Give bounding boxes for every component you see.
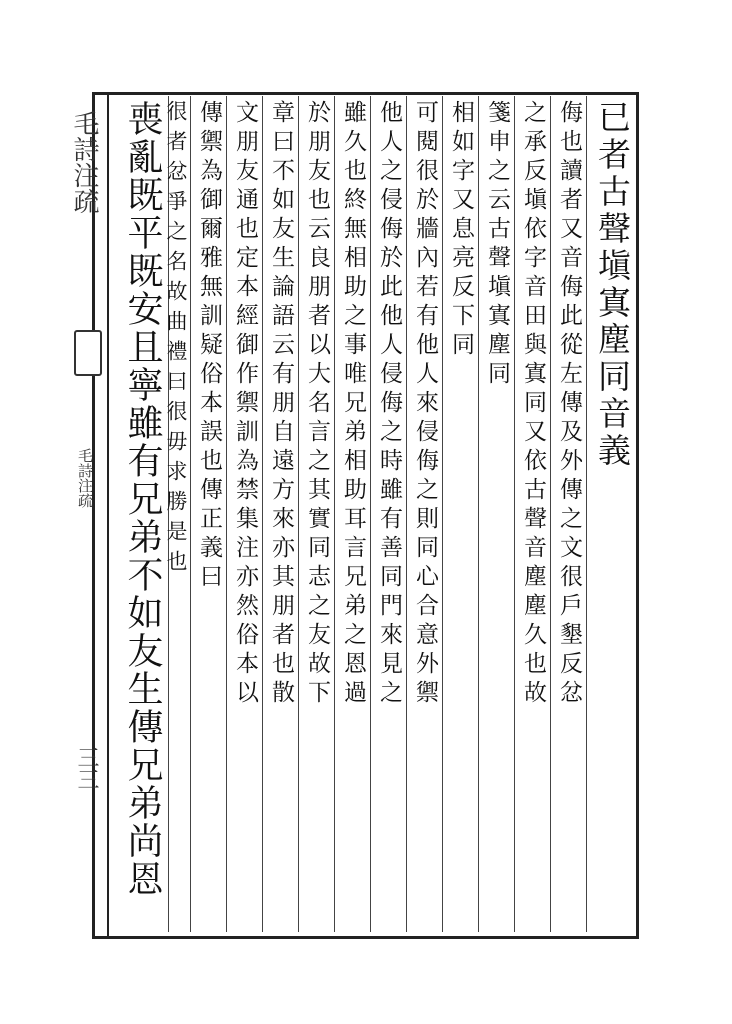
- text-column: 之承反塡依字音田與寘同又依古聲音塵塵久也故: [520, 100, 546, 709]
- column-rule: [586, 96, 587, 932]
- frame-top-rule: [92, 92, 638, 95]
- frame-left-rule: [92, 92, 95, 939]
- column-rule: [334, 96, 335, 932]
- text-column: 他人之侵侮於此他人侵侮之時雖有善同門來見之: [376, 100, 402, 709]
- column-rule: [550, 96, 551, 932]
- text-column: 可閱很於牆內若有他人來侵侮之則同心合意外禦: [412, 100, 438, 709]
- text-column: 喪亂既平既安且寧雖有兄弟不如友生傳兄弟尚恩: [122, 100, 163, 898]
- text-column: 箋申之云古聲塡寘塵同: [484, 100, 510, 390]
- fish-tail-mark: [74, 330, 102, 376]
- margin-book-label: 毛詩注疏: [76, 448, 94, 508]
- column-rule: [370, 96, 371, 932]
- text-column: 很者忿爭之名故曲禮曰很毋求勝是也: [164, 100, 188, 580]
- frame-bottom-rule: [92, 936, 638, 939]
- text-column: 已者古聲塡寘塵同音義: [593, 100, 632, 470]
- text-column: 文朋友通也定本經御作禦訓為禁集注亦然俗本以: [232, 100, 258, 709]
- margin-title: 毛詩注疏: [69, 110, 99, 214]
- column-rule: [514, 96, 515, 932]
- column-rule: [262, 96, 263, 932]
- column-rule: [226, 96, 227, 932]
- text-column: 章曰不如友生論語云有朋自遠方來亦其朋者也散: [268, 100, 294, 709]
- column-rule: [406, 96, 407, 932]
- column-rule: [478, 96, 479, 932]
- text-column: 傳禦為御爾雅無訓疑俗本誤也傳正義曰: [196, 100, 222, 593]
- text-column: 相如字又息亮反下同: [448, 100, 474, 361]
- text-column: 侮也讀者又音侮此從左傳及外傳之文很戶墾反忿: [556, 100, 582, 709]
- column-rule: [298, 96, 299, 932]
- text-column: 雖久也終無相助之事唯兄弟相助耳言兄弟之恩過: [340, 100, 366, 709]
- text-column: 於朋友也云良朋者以大名言之其實同志之友故下: [304, 100, 330, 709]
- column-rule: [442, 96, 443, 932]
- margin-page-number: 三三: [74, 746, 99, 790]
- frame-right-rule: [636, 92, 639, 939]
- margin-inner-rule: [107, 95, 109, 936]
